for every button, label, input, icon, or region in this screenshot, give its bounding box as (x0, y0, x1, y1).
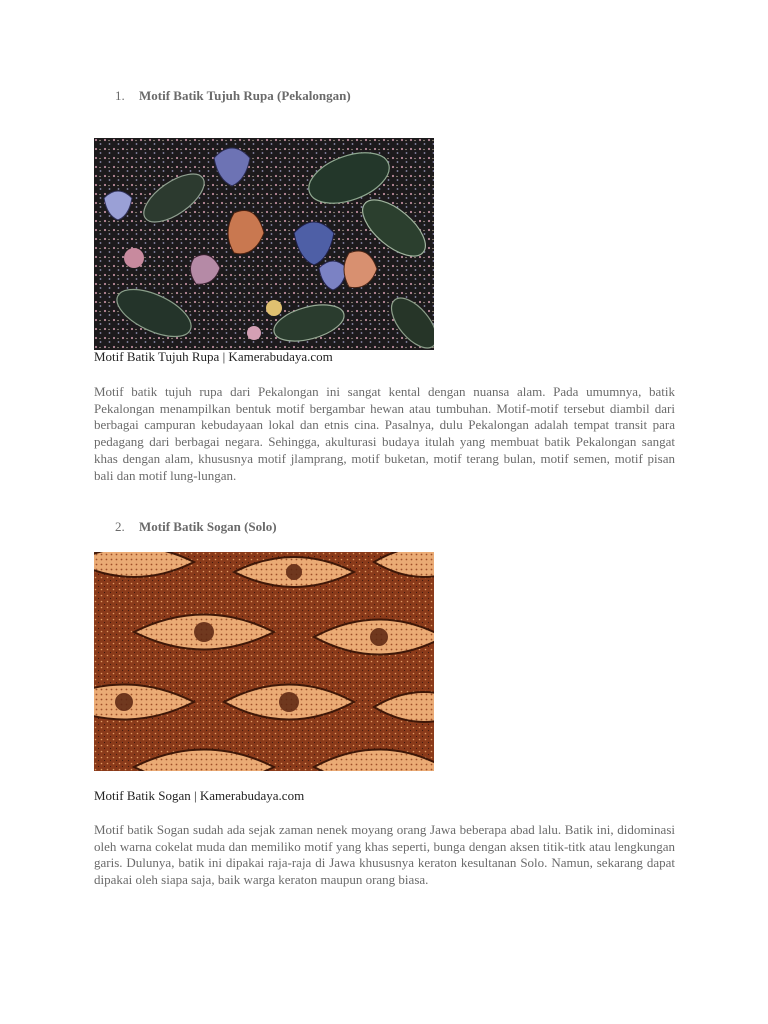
section-1-paragraph: Motif batik tujuh rupa dari Pekalongan ini sangat kental dengan nuansa alam. Pada umumnya, batik Pekalongan menampilkan bentuk motif bergambar hewan atau tumbuhan. Motif-motif tersebut diambil dari berbagai campuran kebudayaan lokal dan etnis cina. Pasalnya, dulu Pekalongan adalah tempat transit para pedagang dari berbagai negara. Sehingga, akulturasi budaya itulah yang membuat batik Pekalongan sangat khas dengan alam, khususnya motif jlamprang, motif buketan, motif terang bulan, motif semen, motif pisan bali dan motif lung-lungan. (94, 384, 675, 483)
section-2-title: Motif Batik Sogan (Solo) (139, 519, 277, 534)
section-2-heading (115, 519, 277, 535)
section-1-heading (115, 88, 351, 104)
section-2-paragraph: Motif batik Sogan sudah ada sejak zaman nenek moyang orang Jawa beberapa abad lalu. Batik ini, didominasi oleh warna cokelat muda dan memiliko motif yang khas seperti, bunga dengan aksen titik-titk atau lengkungan garis. Dulunya, batik ini dipakai raja-raja di Jawa khususnya keraton kesultanan Solo. Namun, sekarang dapat dipakai oleh siapa saja, baik warga keraton maupun orang biasa. (94, 822, 675, 888)
section-1-caption: Motif Batik Tujuh Rupa | Kamerabudaya.com (94, 349, 333, 364)
section-2-caption: Motif Batik Sogan | Kamerabudaya.com (94, 788, 305, 803)
section-2-number: 2. (115, 519, 125, 534)
section-1-number: 1. (115, 88, 125, 103)
sogan-batik-photo (94, 552, 434, 771)
pekalongan-batik-photo (94, 138, 434, 350)
section-1-title: Motif Batik Tujuh Rupa (Pekalongan) (139, 88, 351, 103)
